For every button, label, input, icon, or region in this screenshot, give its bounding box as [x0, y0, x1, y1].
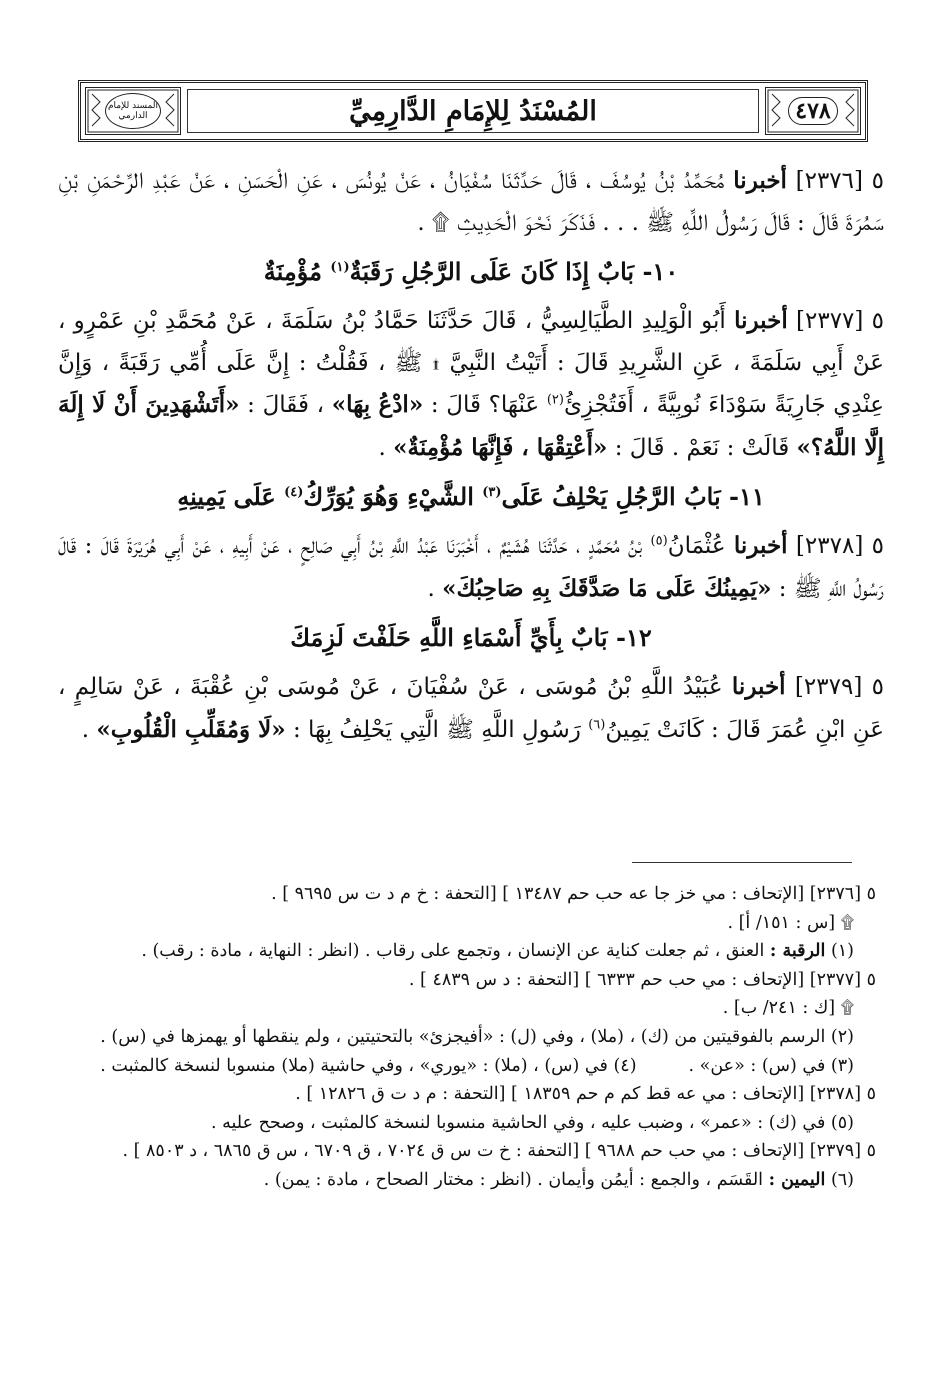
chapter-title-end: مُؤْمِنَةٌ: [263, 257, 323, 286]
hadith-end: .: [378, 434, 386, 461]
footnote-6: [95, 1166, 876, 1195]
footnote-ref: (٢): [546, 392, 564, 408]
footnote-text: القَسَم ، والجمع : أيمُن وأيمان . (انظر : مختار الصحاح ، مادة : يمن) .: [263, 1169, 764, 1190]
footnote-text: العنق ، ثم جعلت كناية عن الإنسان ، وتجمع على رقاب . (انظر : النهاية ، مادة : رقب) .: [141, 941, 765, 962]
hadith-number: ٥ [٢٣٧٦]: [795, 168, 884, 194]
page-header: [78, 80, 868, 142]
hadith-text: بْنُ مُحَمَّدٍ ، حَدَّثَنَا هُشَيْمٌ ، أَخْبَرَنَا عَبْدُ اللَّهِ بْنُ أَبِي صَالِحٍ ، عَنْ أَبِيهِ ، عَنْ أَبِي هُرَيْرَةَ قَالَ : قَالَ رَسُولُ اللَّهِ ﷺ :: [58, 533, 884, 602]
footnote-ref: (٣): [482, 485, 502, 500]
hadith-2376: [58, 160, 884, 244]
page-number: ٤٧٨: [788, 97, 837, 125]
prophet-quote: «أَعْتِقْهَا ، فَإِنَّهَا مُؤْمِنَةٌ»: [393, 433, 608, 461]
footnote-manuscript-ref: ۩ [ك : ٢٤١/ ب] .: [722, 998, 854, 1019]
footnote-number: (١): [830, 941, 854, 962]
footnote-ref: (٥): [650, 533, 668, 549]
hadith-2378: [58, 525, 884, 610]
hadith-text: عُبَيْدُ اللَّهِ بْنُ مُوسَى ، عَنْ سُفْيَانَ ، عَنْ مُوسَى بْنِ عُقْبَةَ ، عَنْ سَالِمٍ ، عَنِ ابْنِ عُمَرَ قَالَ : كَانَتْ يَمِينُ: [58, 674, 884, 743]
hadith-2377: [58, 300, 884, 469]
hadith-text: أَبُو الْوَلِيدِ الطَّيَالِسِيُّ ، قَالَ حَدَّثَنَا حَمَّادُ بْنُ سَلَمَةَ ، عَنْ مُحَمَّدِ بْنِ عَمْرٍو ، عَنْ أَبِي سَلَمَةَ ، عَنِ الشَّرِيدِ قَالَ : أَتَيْتُ النَّبِيَّ ۩ ﷺ ، فَقُلْتُ : إِنَّ عَلَى أُمِّي رَقَبَةً ، وَإِنَّ عِنْدِي جَارِيَةً سَوْدَاءَ نُوبِيَّةً ، أَفَتُجْزِئُ: [58, 308, 884, 418]
footnote-1: [95, 937, 876, 966]
hadith-number: ٥ [٢٣٧٩]: [794, 674, 884, 700]
footnote-ref: (٤): [284, 485, 304, 500]
chapter-heading-11: [58, 475, 884, 519]
footnote-5: (٥) في (ك) : «عمر» ، وضبب عليه ، وفي الحاشية منسوبا لنسخة كالمثبت ، وصحح عليه .: [211, 1112, 854, 1133]
footnote-4: (٤) في (س) ، (ملا) : «يوري» ، وفي حاشية (ملا) منسوبا لنسخة كالمثبت .: [100, 1055, 637, 1076]
footnote-ref: (١): [330, 260, 350, 275]
chapter-title: الشَّيْءِ وَهُوَ يُوَرِّكُ: [303, 482, 474, 511]
chapter-title: ١١- بَابُ الرَّجُلِ يَحْلِفُ عَلَى: [501, 482, 765, 511]
hadith-text: عَنْهَا؟ قَالَ :: [430, 392, 540, 418]
hadith-end: .: [427, 575, 435, 602]
hadith-lead: أخبرنا: [733, 532, 788, 559]
page-number-ornament: [765, 87, 861, 135]
footnote-number: (٦): [830, 1169, 854, 1190]
footnote-2377-takhrij: ٥ [٢٣٧٧] [الإتحاف : مي حب حم ٦٣٣٣ ] [التحفة : د س ٤٨٣٩ ] .: [408, 969, 876, 990]
header-title-box: [187, 89, 759, 133]
hadith-lead: أخبرنا: [734, 307, 788, 334]
hadith-text: قَالَتْ : نَعَمْ . قَالَ :: [614, 434, 790, 461]
hadith-number: ٥ [٢٣٧٧]: [796, 308, 884, 334]
chapter-title-end: عَلَى يَمِينِهِ: [177, 482, 276, 511]
chapter-heading-12: [58, 616, 884, 660]
hadith-2379: [58, 666, 884, 751]
prophet-quote: «لَا وَمُقَلِّبِ الْقُلُوبِ»: [96, 715, 286, 743]
book-title: المُسْنَدُ لِلإِمَامِ الدَّارِمِيِّ: [349, 95, 597, 127]
footnotes: [95, 880, 876, 1195]
chapter-title: ١٢- بَابٌ بِأَيِّ أَسْمَاءِ اللَّهِ حَلَفْتَ لَزِمَكَ: [290, 623, 652, 652]
footnote-2379-takhrij: ٥ [٢٣٧٩] [الإتحاف : مي حب حم ٩٦٨٨ ] [التحفة : خ ت س ق ٧٠٢٤ ، ق ٦٧٠٩ ، س ق ٦٨٦٥ ، د ٨٥٠٣ ] .: [122, 1141, 876, 1162]
prophet-quote: «ادْعُ بِهَا»: [331, 391, 424, 418]
footnote-ref: (٦): [588, 716, 606, 732]
seal-text: المسند للإمام الدارمي: [107, 101, 159, 121]
footnote-3-4: [95, 1052, 876, 1081]
prophet-quote: «أَتَشْهَدِينَ أَنْ لَا إِلَهَ إِلَّا اللَّهُ؟»: [58, 391, 884, 461]
hadith-text: عُثْمَانُ: [667, 533, 726, 559]
hadith-text: رَسُولِ اللَّهِ ﷺ الَّتِي يَحْلِفُ بِهَا :: [292, 716, 581, 743]
footnote-term: اليمين :: [768, 1169, 826, 1190]
footnote-2: (٢) الرسم بالفوقيتين من (ك) ، (ملا) ، وفي (ل) : «أفيجزئ» بالتحتيتين ، ولم ينقطها أو يهمزها في (س) .: [100, 1026, 854, 1047]
book-seal-logo: [105, 93, 161, 129]
chapter-title: ١٠- بَابٌ إِذَا كَانَ عَلَى الرَّجُلِ رَقَبَةٌ: [349, 257, 679, 286]
hadith-lead: أخبرنا: [731, 673, 786, 700]
main-text: [58, 160, 884, 751]
hadith-number: ٥ [٢٣٧٨]: [795, 533, 885, 559]
hadith-text: مُحَمَّدُ بْنُ يُوسُفَ ، قَالَ حَدَّثَنَا سُفْيَانُ ، عَنْ يُونُسَ ، عَنِ الْحَسَنِ ، عَنْ عَبْدِ الرَّحْمَنِ بْنِ سَمُرَةَ قَالَ : قَالَ رَسُولُ اللَّهِ ﷺ . . . فَذَكَرَ نَحْوَ الْحَدِيثِ ۩ .: [58, 168, 884, 236]
prophet-quote: «يَمِينُكَ عَلَى مَا صَدَّقَكَ بِهِ صَاحِبُكَ»: [442, 574, 772, 602]
hadith-end: .: [81, 716, 90, 743]
footnote-2378-takhrij: ٥ [٢٣٧٨] [الإتحاف : مي عه قط كم م حم ١٨٣٥٩ ] [التحفة : م د ت ق ١٢٨٢٦ ] .: [295, 1084, 876, 1105]
chapter-heading-10: [58, 250, 884, 294]
footnote-2376-takhrij: ٥ [٢٣٧٦] [الإتحاف : مي خز جا عه حب حم ١٣٤٨٧ ] [التحفة : خ م د ت س ٩٦٩٥ ] .: [271, 884, 876, 904]
hadith-text: ، فَقَالَ :: [247, 392, 325, 418]
footnote-3: (٣) في (س) : «عن» .: [688, 1055, 854, 1076]
seal-ornament: [85, 87, 181, 135]
footnote-divider: [632, 862, 852, 863]
footnote-term: الرقبة :: [769, 941, 826, 962]
footnote-manuscript-ref: ۩ [س : ١٥١/ أ] .: [727, 912, 854, 933]
hadith-lead: أخبرنا: [733, 167, 787, 194]
